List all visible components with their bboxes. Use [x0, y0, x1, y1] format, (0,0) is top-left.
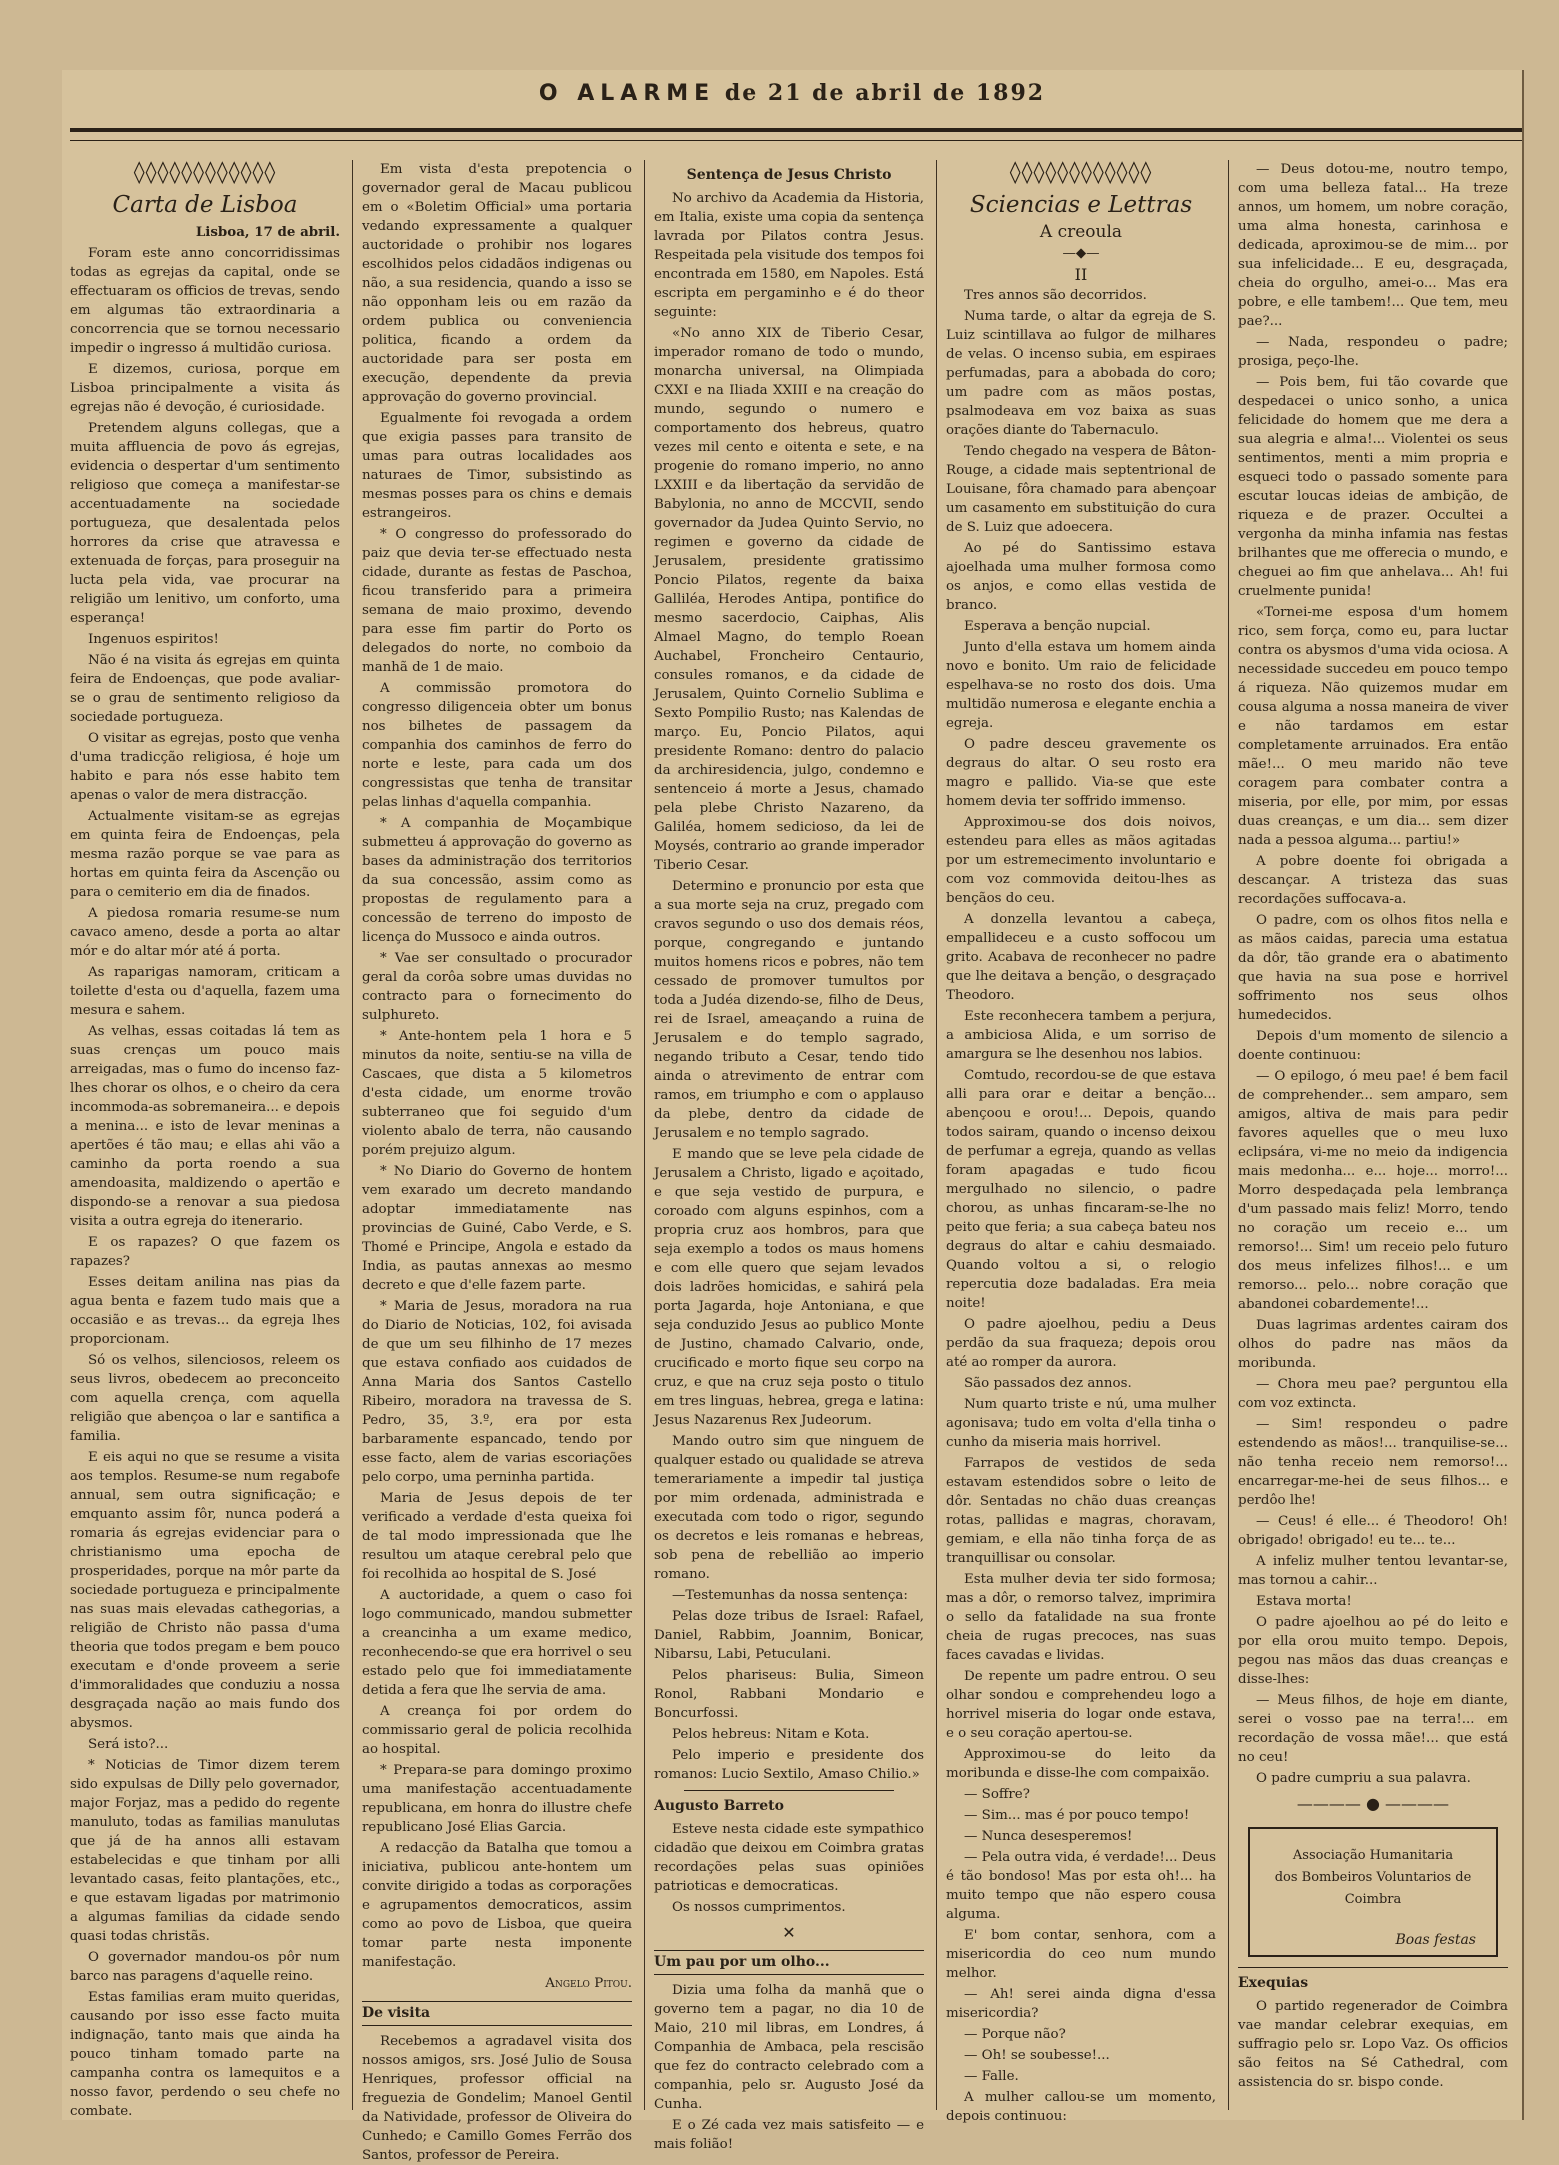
newspaper-page — [62, 70, 1524, 2163]
signature: Angelo Pitou. — [545, 1976, 632, 1991]
paragraph: * No Diario do Governo de hontem vem exarado um decreto mandando adoptar immediatamente nas provincias de Guiné, Cabo Verde, e S. Thomé e Principe, Angola e estado da India, as pautas annexas ao mesmo decreto e que d'elle fazem parte. — [362, 1164, 632, 1293]
paragraph: Duas lagrimas ardentes cairam dos olhos do padre nas mãos da moribunda. — [1238, 1318, 1508, 1371]
column-divider — [644, 160, 645, 2110]
paragraph: * Prepara-se para domingo proximo uma manifestação accentuadamente republicana, em honra do illustre chefe republicano José Elias Garcia. — [362, 1763, 632, 1835]
paragraph: As velhas, essas coitadas lá tem as suas crenças um pouco mais arreigadas, mas o fumo do incenso faz-lhes chorar os olhos, e o cheiro da cera incommoda-as sobremaneira... e depois a menina... e isto de levar meninas a apertões é tão mau; e ellas ahi vão a caminho da porta roendo a sua amendoasita, maldizendo o apertão e dispondo-se a renovar a sua piedosa visita a outra egreja do itenerario. — [70, 1024, 340, 1229]
paragraph: Esta mulher devia ter sido formosa; mas a dôr, o remorso talvez, imprimira o sello da fatalidade na sua fronte cheia de rugas precoces, nas suas faces cavadas e lividas. — [946, 1572, 1216, 1663]
paragraph: Pelos phariseus: Bulia, Simeon Ronol, Rabbani Mondario e Boncurfossi. — [654, 1668, 924, 1721]
column-3 — [654, 160, 925, 2152]
paragraph: O governador mandou-os pôr num barco nas paragens d'aquelle reino. — [70, 1950, 340, 1984]
chapter-number: II — [1074, 265, 1088, 284]
paragraph: * Maria de Jesus, moradora na rua do Diario de Noticias, 102, foi avisada de que um seu filhinho de 17 mezes que estava confiado aos cuidados de Anna Maria dos Santos Castello Ribeiro, moradora na travessa de S. Pedro, 35, 3.º, era por esta barbaramente espancado, tendo por esse facto, alem de varias escoriações pelo corpo, uma perninha partida. — [362, 1299, 632, 1485]
paragraph: A mulher callou-se um momento, depois continuou: — [946, 2090, 1216, 2124]
paragraph: O padre desceu gravemente os degraus do altar. O seu rosto era magro e pallido. Via-se que este homem devia ter soffrido immenso. — [946, 737, 1216, 809]
paper-name: O ALARME — [538, 81, 716, 106]
cross-separator: ✕ — [782, 1923, 796, 1942]
advert-signature: Boas festas — [1395, 1932, 1476, 1948]
paragraph: Comtudo, recordou-se de que estava alli para orar e deitar a benção... abençoou e orou!... Depois, quando todos sairam, quando o incenso deixou de perfumar a egreja, quando as vellas foram apagadas e tudo ficou mergulhado no silencio, o padre chorou, as unhas fincaram-se-lhe no peito que feria; a sua cabeça bateu nos degraus do altar e cahiu desmaiado. Quando voltou a si, o relogio repercutia doze badaladas. Era meia noite! — [946, 1068, 1216, 1311]
paragraph: Approximou-se dos dois noivos, estendeu para elles as mãos agitadas por um estremecimento involuntario e com voz commovida deitou-lhes as bençãos do ceu. — [946, 815, 1216, 906]
paragraph: O padre ajoelhou, pediu a Deus perdão da sua fraqueza; depois orou até ao romper da aurora. — [946, 1317, 1216, 1370]
paragraph: — Deus dotou-me, noutro tempo, com uma belleza fatal... Ha treze annos, um homem, um nobre coração, uma alma honesta, carinhosa e dedicada, aproximou-se de mim... por sua infelicidade... E eu, desgraçada, cheia do orgulho, amei-o... Mas era pobre, e elle tambem!... Que tem, meu pae?... — [1238, 162, 1508, 329]
paragraph: — Porque não? — [964, 2027, 1066, 2042]
story-title: A creoula — [1039, 222, 1123, 242]
paragraph: — Sim... mas é por pouco tempo! — [964, 1808, 1190, 1823]
paragraph: Numa tarde, o altar da egreja de S. Luiz scintillava ao fulgor de milhares de velas. O incenso subia, em espiraes perfumadas, para a abobada do coro; um padre com as mãos postas, psalmodeava em voz baixa as suas orações diante do Tabernaculo. — [946, 309, 1216, 438]
ornament-border: ◊◊◊◊◊◊◊◊◊◊◊◊ — [1009, 160, 1153, 185]
olho-text: Dizia uma folha da manhã que o governo tem a pagar, no dia 10 de Maio, 210 mil libras, em Londres, á Companhia de Ambaca, pela rescisão que fez do contracto celebrado com a companhia, pelo sr. Augusto José da Cunha. — [654, 1983, 924, 2112]
paragraph: A redacção da Batalha que tomou a iniciativa, publicou ante-hontem um convite dirigido a todas as corporações e agrupamentos democraticos, assim como ao povo de Lisboa, que queira tomar parte nesta imponente manifestação. — [362, 1841, 632, 1970]
paragraph: As raparigas namoram, criticam a toilette d'esta ou d'aquella, fazem uma mesura e sahem. — [70, 965, 340, 1018]
paragraph: — Pois bem, fui tão covarde que despedacei o unico sonho, a unica felicidade do homem que me dera a sua alegria e alma!... Violentei os seus sentimentos, menti a mim propria e esqueci todo o passado somente para escutar loucas ideias de ambição, de riqueza e de prazer. Occultei a vergonha da minha infamia nas festas brilhantes que me offerecia o mundo, e cheguei ao fim que anhelava... Ah! fui cruelmente punida! — [1238, 375, 1508, 599]
paragraph: O padre, com os olhos fitos nella e as mãos caidas, parecia uma estatua da dôr, tão grande era o abatimento que havia na sua pose e horrivel soffrimento nos seus olhos humedecidos. — [1238, 913, 1508, 1023]
paragraph: E dizemos, curiosa, porque em Lisboa principalmente a visita ás egrejas não é devoção, é curiosidade. — [70, 362, 340, 415]
paragraph: * Noticias de Timor dizem terem sido expulsas de Dilly pelo governador, major Forjaz, mas a pedido do regente manuluto, todas as familias manulutas que já de ha annos alli estavam estabelecidas e que tinham por alli levantado casas, feito plantações, etc., e que estavam ligadas por matrimonio a algumas familias da cidade sendo quasi todas christãs. — [70, 1758, 340, 1944]
barreto-heading: Augusto Barreto — [654, 1798, 784, 1814]
paragraph: A auctoridade, a quem o caso foi logo communicado, mandou submetter a creancinha a um exame medico, reconhecendo-se que era horrivel o seu estado pelo que foi immediatamente detida a fera que lhe servia de ama. — [362, 1588, 632, 1698]
olho-heading: Um pau por um olho... — [654, 1950, 924, 1975]
paragraph: — Pela outra vida, é verdade!... Deus é tão bondoso! Mas por esta oh!... ha muito tempo que não espero cousa alguma. — [946, 1850, 1216, 1922]
paragraph: A creança foi por ordem do commissario geral de policia recolhida ao hospital. — [362, 1704, 632, 1757]
end-separator: ———— ● ———— — [1296, 1794, 1450, 1813]
paragraph: Pelos hebreus: Nitam e Kota. — [672, 1727, 870, 1742]
article-body — [362, 160, 632, 1972]
paragraph: * O congresso do professorado do paiz que devia ter-se effectuado nesta cidade, durante as festas de Paschoa, ficou transferido para a primeira semana de maio proximo, devendo para esse fim partir do Porto os delegados do norte, no comboio da manhã de 1 de maio. — [362, 527, 632, 675]
paragraph: Determino e pronuncio por esta que a sua morte seja na cruz, pregado com cravos segundo o uso dos demais réos, porque, congregando e juntando muitos homens ricos e pobres, não tem cessado de promover tumultos por toda a Judéa dizendo-se, filho de Deus, rei de Israel, ameaçando a ruina de Jerusalem e do templo sagrado, negando tributo a Cesar, tendo tido ainda o atrevimento de entrar com ramos, em triumpho e com o applauso da plebe, dentro da cidade de Jerusalem e no templo sagrado. — [654, 879, 924, 1141]
paragraph: Pelas doze tribus de Israel: Rafael, Daniel, Rabbim, Joannim, Bonicar, Nibarsu, Labi, Petuculani. — [654, 1609, 924, 1662]
issue-date: de 21 de abril de 1892 — [724, 80, 1046, 106]
paragraph: E mando que se leve pela cidade de Jerusalem a Christo, ligado e açoitado, e que seja vestido de purpura, e coroado com alguns espinhos, com a propria cruz aos hombros, para que seja exemplo a todos os maus homens e com elle quero que sejam levados dois ladrões homicidas, e sahirá pela porta Jagarda, hoje Antoniana, e que seja conduzido Jesus ao publico Monte de Justino, chamado Calvario, onde, crucificado e morto fique seu corpo na cruz, e que na cruz seja posto o titulo em tres linguas, hebrea, grega e latina: Jesus Nazarenus Rex Judeorum. — [654, 1147, 924, 1428]
paragraph: A piedosa romaria resume-se num cavaco ameno, desde a porta ao altar mór e do altar mór até á porta. — [70, 906, 340, 959]
dateline: Lisboa, 17 de abril. — [195, 224, 340, 240]
paragraph: Junto d'ella estava um homem ainda novo e bonito. Um raio de felicidade espelhava-se no rosto dos dois. Uma multidão numerosa e elegante enchia a egreja. — [946, 640, 1216, 731]
sentenca-heading: Sentença de Jesus Christo — [686, 167, 892, 183]
paragraph: Em vista d'esta prepotencia o governador geral de Macau publicou em o «Boletim Official» uma portaria vedando expressamente a qualquer auctoridade o prohibir nos logares escolhidos pelos cidadãos indigenas ou não, a sua residencia, quando a isso se não opponham leis ou em razão da ordem publica ou conveniencia politica, ficando a ordem da auctoridade para ser posta em execução, dependente da previa approvação do governo provincial. — [362, 162, 632, 405]
paragraph: Estas familias eram muito queridas, causando por isso esse facto muita indignação, tanto mais que ainda ha pouco tinham tomado parte na campanha contra os lamequitos e a nosso favor, perdendo o seu chefe no combate. — [70, 1990, 340, 2119]
masthead-rule — [70, 128, 1522, 141]
paragraph: Tendo chegado na vespera de Bâton-Rouge, a cidade mais septentrional de Louisane, fôra chamado para abençoar um casamento em substituição do cura de S. Luiz que adoecera. — [946, 444, 1216, 535]
paragraph: — Oh! se soubesse!... — [964, 2048, 1110, 2063]
story-body — [1238, 160, 1508, 1788]
paragraph: Será isto?... — [88, 1737, 169, 1752]
paragraph: — Sim! respondeu o padre estendendo as mãos!... tranquilise-se... não tenha receio nem remorso!... encarregar-me-hei de seus filhos... e perdôo lhe! — [1238, 1417, 1508, 1508]
paragraph: — Nunca desesperemos! — [964, 1829, 1133, 1844]
column-4 — [946, 160, 1216, 2124]
article-body — [654, 189, 924, 1784]
paragraph: E eis aqui no que se resume a visita aos templos. Resume-se num regabofe annual, sem outra significação; e emquanto assim fôr, nunca poderá a romaria ás egrejas evidenciar para o christianismo uma epocha de prosperidades, porque na môr parte da sociedade portugueza e principalmente nas suas mais elevadas cathegorias, a religião de Christo não passa d'uma theoria que todos pregam e bem pouco executam e d'onde proveem a serie d'immoralidades que conduziu a nossa desgraçada nação ao mais fundo dos abysmos. — [70, 1450, 340, 1731]
paragraph: Pretendem alguns collegas, que a muita affluencia de povo ás egrejas, evidencia o despertar d'um sentimento religioso que começa a manifestar-se accentuadamente na sociedade portugueza, que desalentada pelos horrores da crise que atravessa e extenuada de forças, para proseguir na lucta pela vida, vae procurar na religião um lenitivo, um conforto, uma esperança! — [70, 421, 340, 626]
barreto-text: Esteve nesta cidade este sympathico cidadão que deixou em Coimbra gratas recordações pelas suas opiniões patrioticas e democraticas. — [654, 1822, 924, 1894]
paragraph: A commissão promotora do congresso diligenceia obter um bonus nos bilhetes de passagem da companhia dos caminhos de ferro do norte e leste, para cada um dos congressistas que tenha de transitar pelas linhas d'aquella companhia. — [362, 681, 632, 810]
paragraph: Egualmente foi revogada a ordem que exigia passes para transito de umas para outras localidades aos naturaes de Timor, subsistindo as mesmas posses para os chins e demais estrangeiros. — [362, 411, 632, 521]
paragraph: O padre cumpriu a sua palavra. — [1256, 1771, 1471, 1786]
title-divider: —◆— — [1062, 246, 1100, 261]
story-body — [946, 286, 1216, 2126]
column-divider — [352, 160, 353, 2110]
visita-text: Recebemos a agradavel visita dos nossos amigos, srs. José Julio de Sousa Henriques, professor official na freguezia de Gondelim; Manoel Gentil da Natividade, professor de Oliveira do Cunhedo; e Camillo Gomes Ferrão dos Santos, professor de Pereira. — [362, 2034, 632, 2163]
exequias-heading: Exequias — [1238, 1975, 1309, 1991]
paragraph: Num quarto triste e nú, uma mulher agonisava; tudo em volta d'ella tinha o cunho da miseria mais horrivel. — [946, 1397, 1216, 1450]
paragraph: Tres annos são decorridos. — [964, 288, 1147, 303]
exequias-text: O partido regenerador de Coimbra vae mandar celebrar exequias, em suffragio pelo sr. Lopo Vaz. Os officios são feitos na Sé Cathedral, com assistencia do sr. bispo conde. — [1238, 1999, 1508, 2090]
advert-box — [1248, 1827, 1498, 1957]
paragraph: — O epilogo, ó meu pae! é bem facil de comprehender... sem amparo, sem amigos, altiva de mais para pedir favores aquelles que o meu luxo eclipsára, vi-me no meio da indigencia mais medonha... e... hoje... morro!... Morro despedaçada pela lembrança d'um passado mais feliz! Morro, tendo no coração um receio e... um remorso!... Sim! um receio pelo futuro dos meus infelizes filhos!... e um remorso... pelo... nobre coração que abandonei cobardemente!... — [1238, 1069, 1508, 1312]
visita-heading: De visita — [362, 2001, 632, 2026]
paragraph: — Ceus! é elle... é Theodoro! Oh! obrigado! obrigado! eu te... te... — [1238, 1514, 1508, 1548]
paragraph: Pelo imperio e presidente dos romanos: Lucio Sextilo, Amaso Chilio.» — [654, 1748, 924, 1782]
paragraph: Só os velhos, silenciosos, releem os seus livros, obedecem ao preconceito com aquella crença, com aquella religião que abençoa o lar e santifica a familia. — [70, 1353, 340, 1444]
paragraph: Não é na visita ás egrejas em quinta feira de Endoenças, que pode avaliar-se o grau de sentimento religioso da sociedade portugueza. — [70, 653, 340, 725]
paragraph: * Vae ser consultado o procurador geral da corôa sobre umas duvidas no contracto para o fornecimento do sulphureto. — [362, 951, 632, 1023]
section-title-carta: Carta de Lisboa — [112, 192, 298, 218]
paragraph: — Nada, respondeu o padre; prosiga, peço-lhe. — [1238, 335, 1508, 369]
paragraph: — Soffre? — [964, 1787, 1030, 1802]
paragraph: Foram este anno concorridissimas todas as egrejas da capital, onde se effectuaram os officios de trevas, sendo em algumas tão extraordinaria a concorrencia que se tornou necessario impedir o ingresso á multidão curiosa. — [70, 246, 340, 356]
paragraph: Ingenuos espiritos! — [88, 632, 219, 647]
paragraph: O padre ajoelhou ao pé do leito e por ella orou muito tempo. Depois, pegou nas mãos das duas creanças e disse-lhes: — [1238, 1615, 1508, 1687]
paragraph: — Ah! serei ainda digna d'essa misericordia? — [946, 1987, 1216, 2021]
barreto-end: Os nossos cumprimentos. — [672, 1900, 846, 1915]
paragraph: E' bom contar, senhora, com a misericordia do ceo num mundo melhor. — [946, 1928, 1216, 1981]
paragraph: Actualmente visitam-se as egrejas em quinta feira de Endoenças, pela mesma razão porque se vae para as hortas em quinta feira da Ascenção ou para o cemiterio em dia de finados. — [70, 809, 340, 900]
paragraph: Farrapos de vestidos de seda estavam estendidos sobre o leito de dôr. Sentadas no chão duas creanças rotas, pallidas e magras, choravam, gemiam, e ella não tinha força de as tranquillisar ou consolar. — [946, 1456, 1216, 1566]
paragraph: Depois d'um momento de silencio a doente continuou: — [1238, 1029, 1508, 1063]
advert-line-1: Associação Humanitaria — [1292, 1848, 1454, 1863]
paragraph: Esses deitam anilina nas pias da agua benta e fazem tudo mais que a occasião e as trevas... da egreja lhes proporcionam. — [70, 1275, 340, 1347]
column-1 — [70, 160, 340, 2119]
paragraph: A pobre doente foi obrigada a descançar. A tristeza das suas recordações suffocava-a. — [1238, 854, 1508, 907]
paragraph: * Ante-hontem pela 1 hora e 5 minutos da noite, sentiu-se na villa de Cascaes, que dista a 5 kilometros d'esta cidade, um enorme trovão subterraneo que foi seguido d'um violento abalo de terra, não causando porém prejuizo algum. — [362, 1029, 632, 1158]
paragraph: — Chora meu pae? perguntou ella com voz extincta. — [1238, 1377, 1508, 1411]
paragraph: —Testemunhas da nossa sentença: — [672, 1588, 908, 1603]
paragraph: A donzella levantou a cabeça, empallideceu e a custo soffocou um grito. Acabava de reconhecer no padre que lhe deitava a benção, o desgraçado Theodoro. — [946, 912, 1216, 1003]
paragraph: No archivo da Academia da Historia, em Italia, existe uma copia da sentença lavrada por Pilatos contra Jesus. Respeitada pela visitude dos tempos foi encontrada em 1580, em Napoles. Está escripta em pergaminho e é do theor seguinte: — [654, 191, 924, 320]
section-title-sciencias: Sciencias e Lettras — [969, 192, 1193, 218]
column-2 — [362, 160, 632, 2163]
masthead — [62, 80, 1522, 110]
paragraph: São passados dez annos. — [964, 1376, 1132, 1391]
paragraph: * A companhia de Moçambique submetteu á approvação do governo as bases da administração dos territorios da sua concessão, assim como as propostas de regulamento para a concessão de terreno do imposto de licença do Mussoco e ainda outros. — [362, 816, 632, 945]
paragraph: Ao pé do Santissimo estava ajoelhada uma mulher formosa como os anjos, e como ellas vestida de branco. — [946, 541, 1216, 613]
paragraph: «Tornei-me esposa d'um homem rico, sem força, como eu, para luctar contra os abysmos d'uma vida ociosa. A necessidade succedeu em pouco tempo á riqueza. Não quizemos mudar em cousa alguma a nossa maneira de viver e não tardamos em estar completamente arruinados. Era então mãe!... O meu marido não teve coragem para combater contra a miseria, por elle, por mim, por essas duas creanças, e um dia... sem dizer nada a pessoa alguma... partiu!» — [1238, 605, 1508, 848]
paragraph: O visitar as egrejas, posto que venha d'uma tradicção religiosa, é hoje um habito e para nós esse habito tem apenas o valor de mera distracção. — [70, 731, 340, 803]
article-body — [70, 244, 340, 2121]
paragraph: Estava morta! — [1256, 1594, 1352, 1609]
paragraph: E os rapazes? O que fazem os rapazes? — [70, 1235, 340, 1269]
column-divider — [936, 160, 937, 2110]
paragraph: Esperava a benção nupcial. — [964, 619, 1151, 634]
paragraph: «No anno XIX de Tiberio Cesar, imperador romano de todo o mundo, monarcha universal, na Olimpiada CXXI e na Iliada XXIII e na creação do mundo, segundo o numero e comportamento dos hebreus, quatro vezes mil cento e oitenta e sete, e na progenie do romano imperio, no anno LXXIII e da libertação da servidão de Babylonia, no anno de MCCVII, sendo governador da Judea Quinto Servio, no regimen e governo da cidade de Jerusalem, presidente gratissimo Poncio Pilatos, regente da baixa Galliléa, Herodes Antipa, pontifice do mesmo sacerdocio, Caiphas, Alis Almael Magno, do templo Roean Auchabel, Froncheiro Centaurio, consules romanos, e da cidade de Jerusalem, Quinto Cornelio Sublima e Sexto Pompilio Rusto; nas Kalendas de março. Eu, Poncio Pilatos, aqui presidente Romano: dentro do palacio da archiresidencia, julgo, condemno e sentenceio á morte a Jesus, chamado pela plebe Christo Nazareno, da Galiléa, homem sedicioso, da lei de Moysés, contrario ao grande imperador Tiberio Cesar. — [654, 326, 925, 873]
paragraph: De repente um padre entrou. O seu olhar sondou e comprehendeu logo a horrivel miseria do logar onde estava, e o seu coração apertou-se. — [946, 1669, 1216, 1741]
separator — [684, 1790, 894, 1791]
advert-line-2: dos Bombeiros Voluntarios de Coimbra — [1274, 1870, 1472, 1907]
olho-end: E o Zé cada vez mais satisfeito — e mais folião! — [654, 2118, 924, 2152]
paragraph: Mando outro sim que ninguem de qualquer estado ou qualidade se atreva temerariamente a impedir tal justiça por mim ordenada, administrada e executada com todo o rigor, segundo os decretos e leis romanas e hebreas, sob pena de rebellião ao imperio romano. — [654, 1434, 924, 1582]
paragraph: Este reconhecera tambem a perjura, a ambiciosa Alida, e um sorriso de amargura se lhe desenhou nos labios. — [946, 1009, 1216, 1062]
column-divider — [1228, 160, 1229, 2110]
ornament-border: ◊◊◊◊◊◊◊◊◊◊◊◊ — [133, 160, 277, 185]
separator — [1238, 1967, 1508, 1968]
column-5 — [1238, 160, 1508, 2110]
paragraph: — Meus filhos, de hoje em diante, serei o vosso pae na terra!... em recordação de vossa mãe!... que está no ceu! — [1238, 1693, 1508, 1765]
paragraph: — Falle. — [964, 2069, 1019, 2084]
paragraph: Maria de Jesus depois de ter verificado a verdade d'esta queixa foi de tal modo impressionada que lhe resultou um ataque cerebral pelo que foi recolhida ao hospital de S. José — [362, 1491, 632, 1582]
paragraph: A infeliz mulher tentou levantar-se, mas tornou a cahir... — [1238, 1554, 1508, 1588]
paragraph: Approximou-se do leito da moribunda e disse-lhe com compaixão. — [946, 1747, 1216, 1781]
